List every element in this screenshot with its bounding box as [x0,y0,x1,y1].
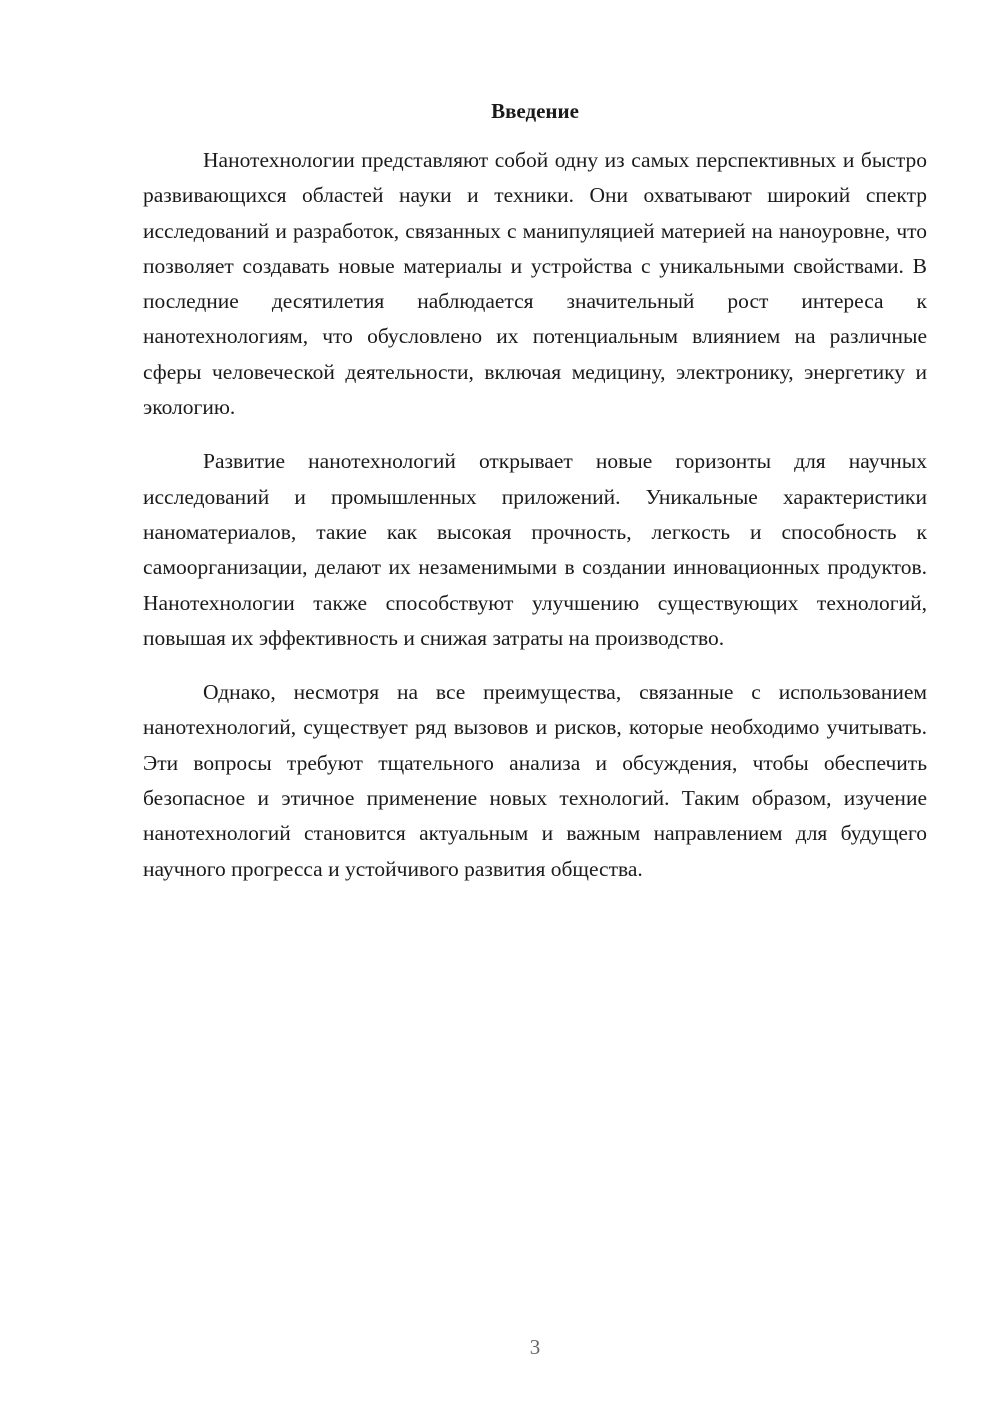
body-text [143,143,927,906]
paragraph-3: Однако, несмотря на все преимущества, связанные с использованием нанотехнологий, существует ряд вызовов и рисков, которые необходимо учитывать. Эти вопросы требуют тщательного анализа и обсуждения, чтобы обеспечить безопасное и этичное применение новых технологий. Таким образом, изучение нанотехнологий становится актуальным и важным направлением для будущего научного прогресса и устойчивого развития общества. [143,680,927,881]
paragraph-1: Нанотехнологии представляют собой одну из самых перспективных и быстро развивающихся областей науки и техники. Они охватывают широкий спектр исследований и разработок, связанных с манипуляцией материей на наноуровне, что позволяет создавать новые материалы и устройства с уникальными свойствами. В последние десятилетия наблюдается значительный рост интереса к нанотехнологиям, что обусловлено их потенциальным влиянием на различные сферы человеческой деятельности, включая медицину, электронику, энергетику и экологию. [143,148,927,420]
paragraph-2: Развитие нанотехнологий открывает новые горизонты для научных исследований и промышленных приложений. Уникальные характеристики наноматериалов, такие как высокая прочность, легкость и способность к самоорганизации, делают их незаменимыми в создании инновационных продуктов. Нанотехнологии также способствуют улучшению существующих технологий, повышая их эффективность и снижая затраты на производство. [143,449,927,650]
page-number: 3 [529,1335,541,1359]
section-heading: Введение [491,99,579,123]
